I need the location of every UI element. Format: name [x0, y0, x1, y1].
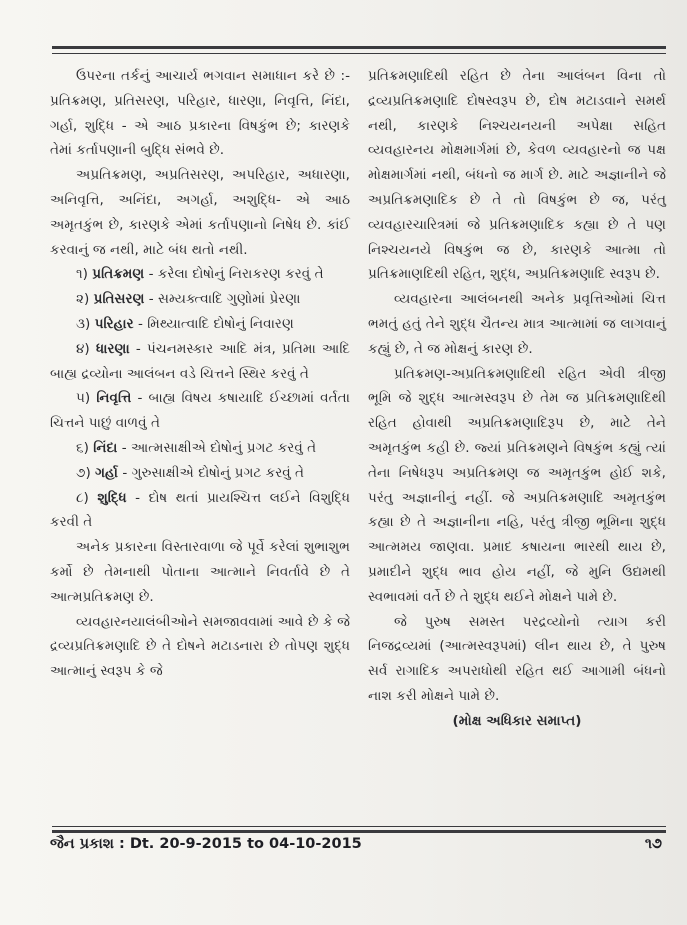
item-number: ૫) [76, 390, 91, 407]
item-number: ૪) [76, 340, 90, 357]
item-desc: - કરેલા દોષોનું નિરાકરણ કરવું તે [148, 266, 324, 283]
item-desc: - મિથ્યાત્વાદિ દોષોનું નિવારણ [137, 315, 294, 332]
item-number: ૨) [76, 291, 90, 308]
item-desc: - સમ્યક્ત્વાદિ ગુણોમાં પ્રેરણા [148, 291, 301, 308]
item-term: શુદ્ધિ [97, 489, 127, 506]
item-desc: - પંચનમસ્કાર આદિ મંત્ર, પ્રતિમા આદિ બાહ્ય દ્રવ્યોના આલંબન વડે ચિત્તને સ્થિર કરવું તે [50, 340, 350, 382]
paragraph: ઉપરના તર્કનું આચાર્ય ભગવાન સમાધાન કરે છે :- પ્રતિક્રમણ, પ્રતિસરણ, પરિહાર, ધારણા, નિવૃત્તિ, નિંદા, ગર્હા, શુદ્ધિ - એ આઠ પ્રકારના વિષકુંભ છે; કારણકે તેમાં કર્તાપણાની બુદ્ધિ સંભવે છે. [50, 68, 350, 159]
list-item [50, 312, 350, 337]
right-column [368, 64, 666, 734]
paragraph: પ્રતિક્રમણ-અપ્રતિક્રમણાદિથી રહિત એવી ત્રીજી ભૂમિ જે શુદ્ધ આત્મસ્વરૂપ છે તેમ જ પ્રતિક્રમણાદિથી રહિત હોવાથી અપ્રતિક્રમણાદિરૂપ છે, માટે તેને અમૃતકુંભ કહી છે. જ્યાં પ્રતિક્રમણને વિષકુંભ કહ્યું ત્યાં તેના નિષેધરૂપ અપ્રતિક્રમણ જ અમૃતકુંભ હોઈ શકે, પરંતુ અજ્ઞાનીનું નહીં. જે અપ્રતિક્રમણાદિ અમૃતકુંભ કહ્યા છે તે અજ્ઞાનીના નહિ, પરંતુ ત્રીજી ભૂમિના શુદ્ધ આત્મમય જાણવા. પ્રમાદ કષાયના ભારથી થાય છે, પ્રમાદીને શુદ્ધ ભાવ હોય નહીં, જે મુનિ ઉદ્યમથી સ્વભાવમાં વર્તે છે તે શુદ્ધ થઈને મોક્ષને પામે છે. [368, 365, 666, 605]
paragraph: વ્યવહારનયાલંબીઓને સમજાવવામાં આવે છે કે જે દ્રવ્યપ્રતિક્રમણાદિ છે તે દોષને મટાડનારા છે તોપણ શુદ્ધ આત્માનું સ્વરૂપ કે જે [50, 613, 350, 680]
page-number: ૧૭ [644, 836, 662, 852]
paragraph: અપ્રતિક્રમણ, અપ્રતિસરણ, અપરિહાર, અધારણા, અનિવૃત્તિ, અનિંદા, અગર્હા, અશુદ્ધિ- એ આઠ અમૃતકુંભ છે, કારણકે એમાં કર્તાપણાનો નિષેધ છે. કાંઈ કરવાનું જ નથી, માટે બંધ થતો નથી. [50, 167, 350, 258]
item-term: પરિહાર [94, 315, 134, 332]
section-end-note: (મોક્ષ અધિકાર સમાપ્ત) [452, 712, 582, 729]
list-item [50, 486, 350, 536]
item-desc: - બાહ્ય વિષય કષાયાદિ ઈચ્છામાં વર્તતા ચિત્તને પાછું વાળવું તે [50, 390, 351, 432]
list-item [50, 386, 350, 436]
item-desc: - દોષ થતાં પ્રાયશ્ચિત્ત લઈને વિશુદ્ધિ કરવી તે [50, 489, 351, 531]
publication-info: જૈન પ્રકાશ : Dt. 20-9-2015 to 04-10-2015 [50, 836, 362, 852]
list-item [50, 461, 350, 486]
item-number: ૩) [76, 315, 91, 332]
left-column [50, 64, 350, 684]
item-term: પ્રતિક્રમણ [92, 266, 145, 283]
page-footer [50, 836, 666, 862]
footer-rule-thin [52, 826, 666, 827]
paragraph: વ્યવહારના આલંબનથી અનેક પ્રવૃત્તિઓમાં ચિત્ત ભમતું હતું તેને શુદ્ધ ચૈતન્ય માત્ર આત્મામાં જ લાગવાનું કહ્યું છે, તે જ મોક્ષનું કારણ છે. [368, 291, 666, 357]
header-rule-thin [52, 53, 666, 54]
item-term: નિવૃત્તિ [96, 390, 132, 407]
item-term: ગર્હા [95, 464, 119, 481]
item-number: ૭) [76, 464, 91, 481]
item-term: પ્રતિસરણ [93, 291, 145, 308]
list-item [50, 337, 350, 387]
list-item [50, 287, 350, 312]
paragraph: પ્રતિક્રમણાદિથી રહિત છે તેના આલંબન વિના તો દ્રવ્યપ્રતિક્રમણાદિ દોષસ્વરૂપ છે, દોષ મટાડવાને સમર્થ નથી, કારણકે નિશ્ચયનયની અપેક્ષા સહિત વ્યવહારનય મોક્ષમાર્ગમાં છે, કેવળ વ્યવહારનો જ પક્ષ મોક્ષમાર્ગમાં નથી, બંધનો જ માર્ગ છે. માટે અજ્ઞાનીને જે અપ્રતિક્રમણાદિક છે તે તો વિષકુંભ છે જ, પરંતુ વ્યવહારચારિત્રમાં જે પ્રતિક્રમણાદિક કહ્યા છે તે પણ નિશ્ચયનયે વિષકુંભ જ છે, કારણકે આત્મા તો પ્રતિક્રમાણદિથી રહિત, શુદ્ધ, અપ્રતિક્રમણાદિ સ્વરૂપ છે. [368, 68, 666, 283]
item-desc: - આત્મસાક્ષીએ દોષોનું પ્રગટ કરવું તે [121, 439, 317, 456]
item-number: ૮) [76, 489, 89, 506]
item-number: ૧) [76, 266, 88, 283]
footer-rule-thick [52, 830, 666, 833]
paragraph: જે પુરુષ સમસ્ત પરદ્રવ્યોનો ત્યાગ કરી નિજદ્રવ્યમાં (આત્મસ્વરૂપમાં) લીન થાય છે, તે પુરુષ સર્વ રાગાદિક અપરાધોથી રહિત થઈ આગામી બંધનો નાશ કરી મોક્ષને પામે છે. [368, 613, 666, 704]
item-desc: - ગુરુસાક્ષીએ દોષોનું પ્રગટ કરવું તે [122, 464, 305, 481]
list-item [50, 436, 350, 461]
list-item [50, 262, 350, 287]
item-term: ધારણા [95, 340, 130, 357]
paragraph: અનેક પ્રકારના વિસ્તારવાળા જે પૂર્વે કરેલાં શુભાશુભ કર્મો છે તેમનાથી પોતાના આત્માને નિવર્તાવે છે તે આત્મપ્રતિક્રમણ છે. [50, 539, 350, 605]
header-rule-thick [52, 46, 666, 49]
item-number: ૬) [76, 439, 89, 456]
item-term: નિંદા [93, 439, 118, 456]
